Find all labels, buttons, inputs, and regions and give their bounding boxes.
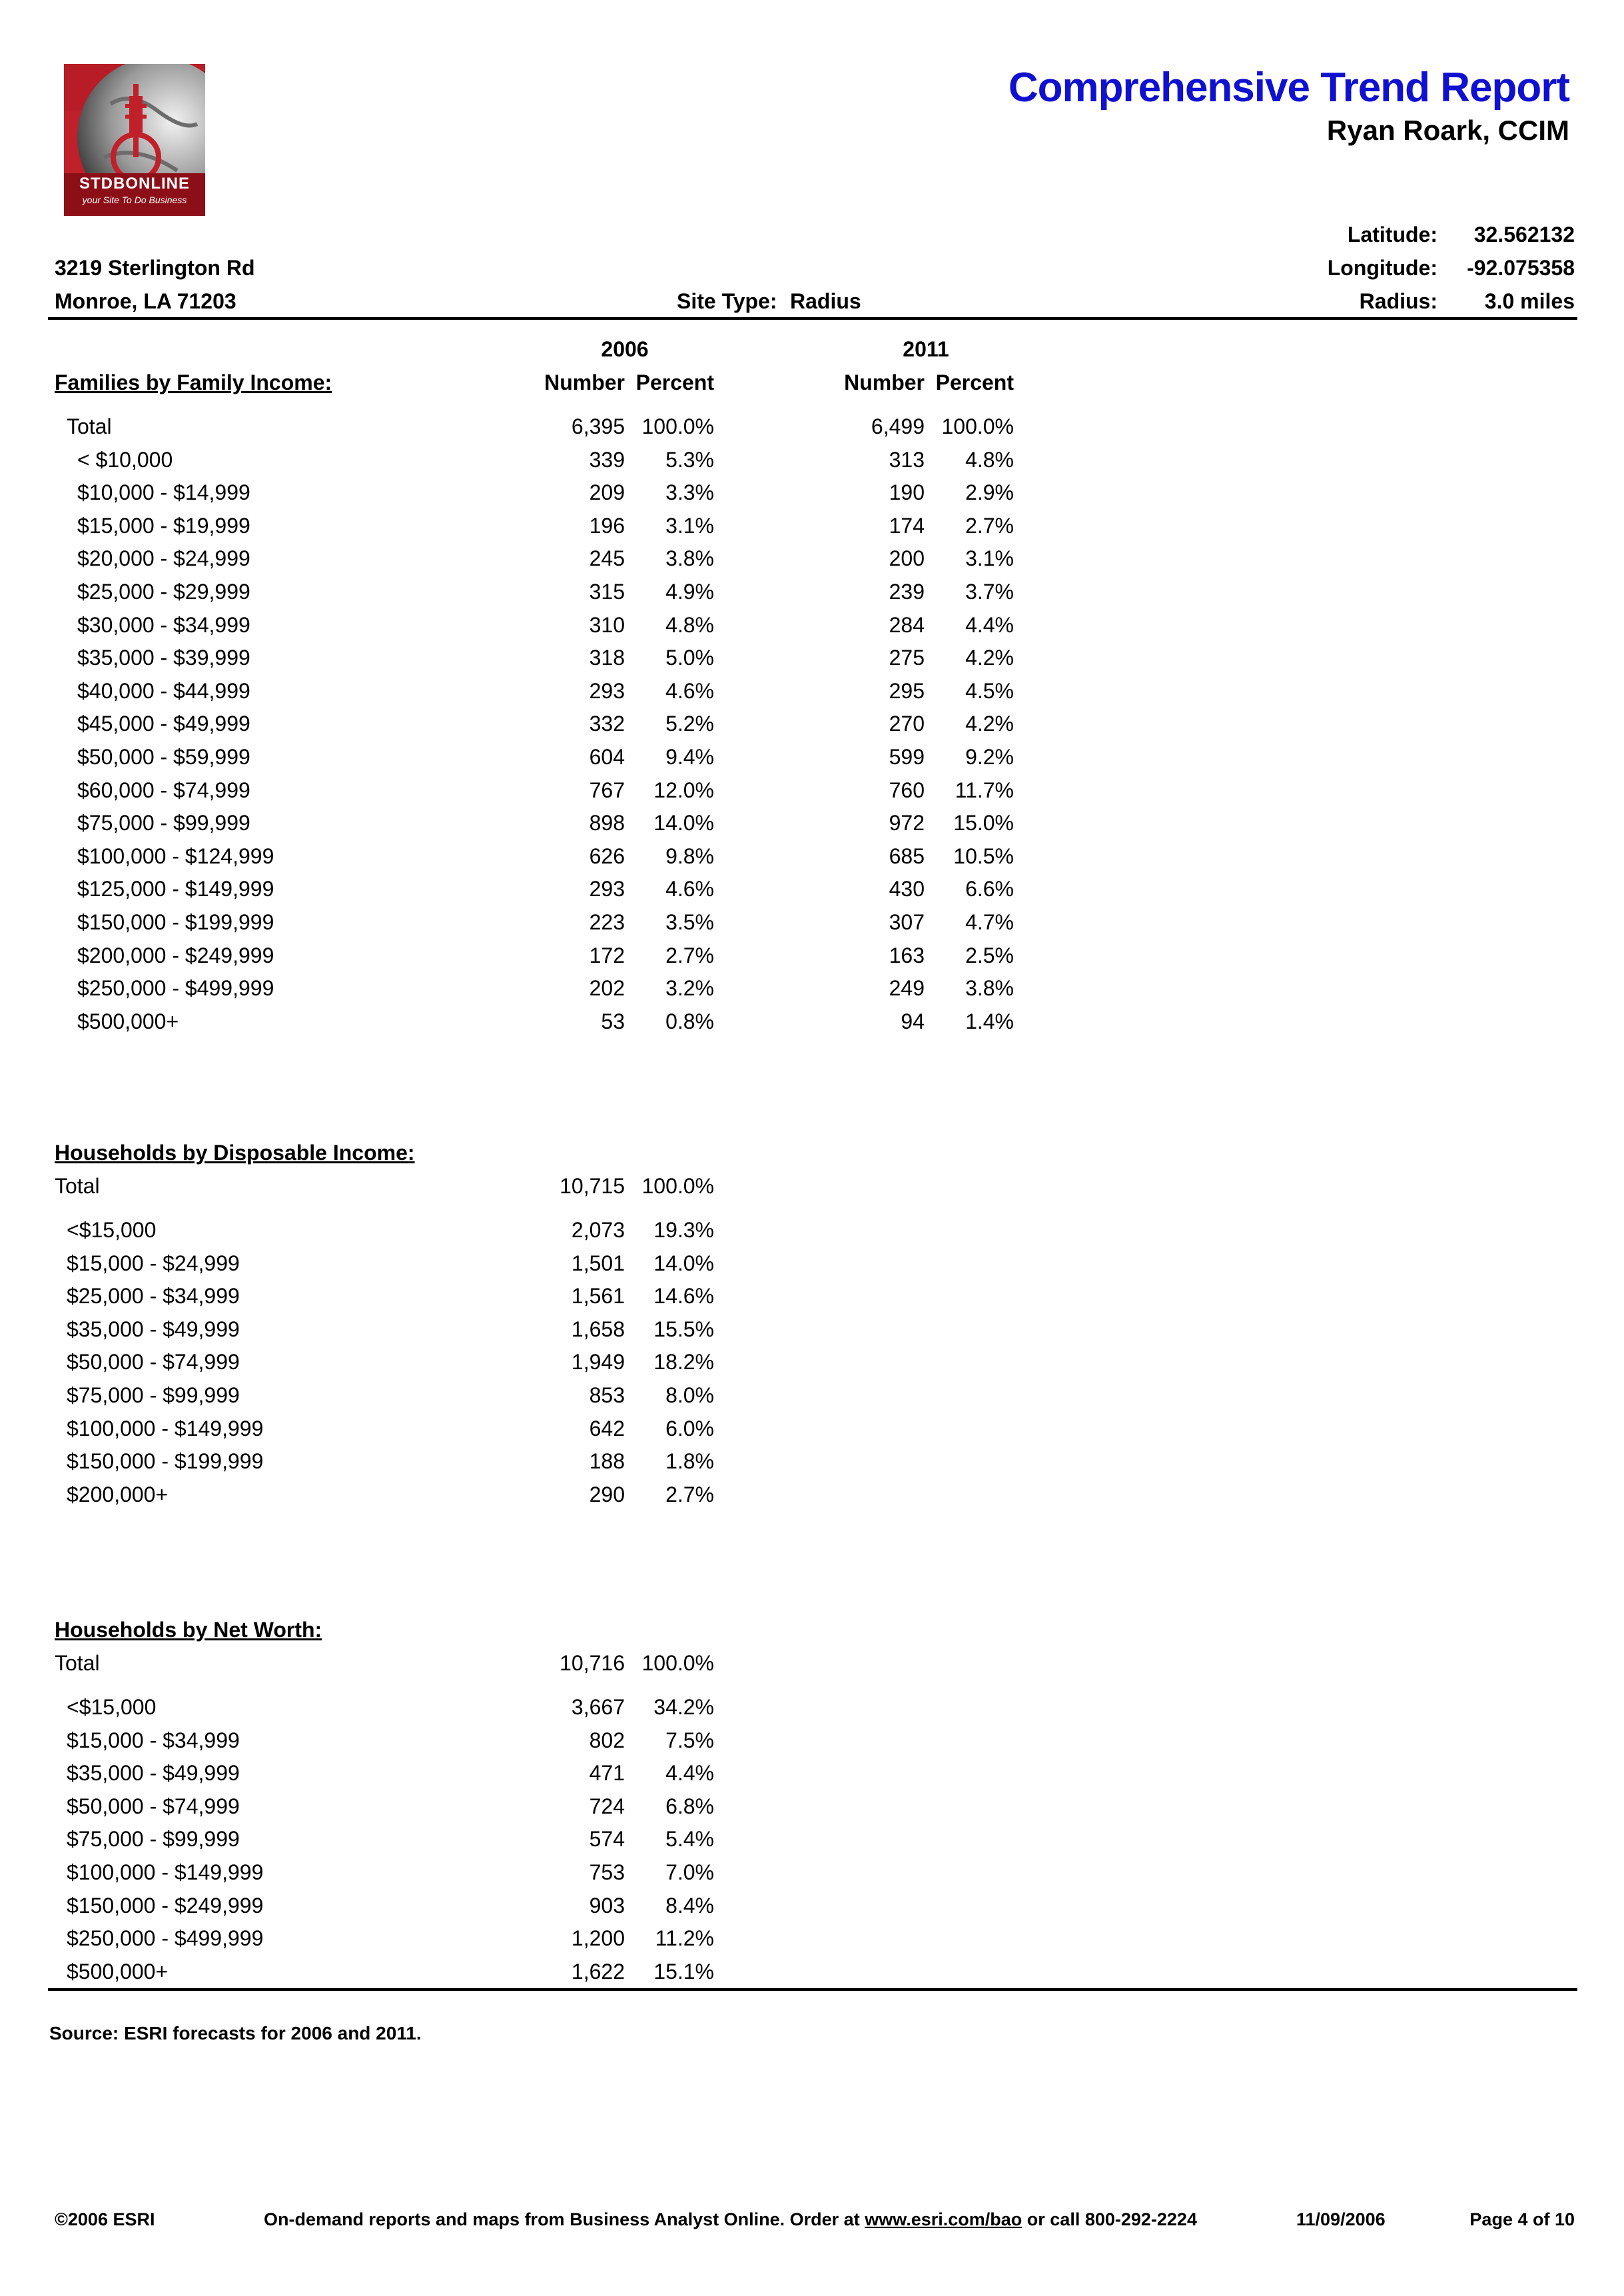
stdb-logo (64, 64, 205, 216)
col-percent-2006: Percent (635, 370, 714, 394)
col-percent-2011: Percent (935, 370, 1014, 394)
cell-percent-2011: 15.0% (953, 811, 1014, 836)
row-label: $40,000 - $44,999 (77, 678, 250, 703)
cell-percent-2011: 4.8% (965, 447, 1014, 472)
row-label: $500,000+ (67, 1959, 169, 1984)
cell-percent: 8.4% (665, 1893, 714, 1918)
cell-percent-2006: 4.8% (665, 612, 714, 637)
cell-percent-2006: 4.9% (665, 580, 714, 604)
table-row (0, 514, 1624, 547)
cell-percent: 15.5% (653, 1317, 714, 1341)
footer-page: Page 4 of 10 (1469, 2209, 1575, 2229)
table-row (0, 1761, 1624, 1794)
row-label: $35,000 - $49,999 (67, 1317, 240, 1341)
row-label: $100,000 - $149,999 (67, 1416, 264, 1440)
cell-number-2006: 6,395 (571, 414, 625, 438)
cell-number-2011: 760 (889, 778, 925, 802)
cell-percent-2011: 11.7% (955, 778, 1014, 802)
cell-number-2006: 293 (589, 877, 625, 901)
cell-percent-2006: 14.0% (653, 811, 714, 836)
cell-number-2006: 315 (589, 580, 625, 604)
cell-number-2011: 972 (889, 811, 925, 836)
cell-percent: 15.1% (653, 1959, 714, 1984)
table-row (0, 1009, 1624, 1043)
cell-percent-2006: 5.0% (665, 646, 714, 670)
table-row (0, 712, 1624, 745)
table-row (0, 480, 1624, 514)
cell-percent-2006: 0.8% (665, 1009, 714, 1033)
cell-number-2011: 284 (889, 612, 925, 637)
cell-number-2011: 163 (889, 943, 925, 967)
cell-number: 2,073 (571, 1218, 625, 1242)
table-row (0, 414, 1624, 448)
cell-percent: 1.8% (665, 1449, 714, 1474)
row-label: $100,000 - $149,999 (67, 1860, 264, 1884)
latitude-value: 32.562132 (1473, 223, 1575, 247)
cell-percent: 34.2% (653, 1695, 714, 1719)
cell-percent-2011: 2.7% (965, 513, 1014, 538)
cell-number-2006: 604 (589, 745, 625, 769)
cell-percent: 2.7% (665, 1482, 714, 1506)
table-row (0, 1317, 1624, 1351)
cell-percent-2011: 3.7% (965, 580, 1014, 604)
cell-percent: 8.0% (665, 1383, 714, 1407)
footer-date: 11/09/2006 (1296, 2209, 1386, 2229)
cell-number-2011: 190 (889, 480, 925, 505)
cell-number-2006: 318 (589, 646, 625, 670)
cell-percent: 5.4% (665, 1827, 714, 1852)
report-title: Comprehensive Trend Report (1008, 65, 1569, 111)
cell-number-2011: 200 (889, 546, 925, 571)
cell-percent-2011: 4.4% (965, 612, 1014, 637)
footer-text-before: On-demand reports and maps from Business Analyst Online. Order at (264, 2209, 865, 2229)
cell-number: 3,667 (571, 1695, 625, 1719)
cell-percent-2011: 6.6% (965, 877, 1014, 901)
table-row (0, 778, 1624, 812)
source-note: Source: ESRI forecasts for 2006 and 2011. (49, 2023, 422, 2043)
cell-number: 753 (589, 1860, 625, 1884)
col-number-2006: Number (544, 370, 625, 394)
cell-number-2006: 209 (589, 480, 625, 505)
cell-percent-2006: 9.8% (665, 844, 714, 868)
cell-number: 1,501 (571, 1251, 625, 1275)
cell-number-2011: 239 (889, 580, 925, 604)
cell-number-2006: 196 (589, 513, 625, 538)
cell-number: 574 (589, 1827, 625, 1852)
table-row (0, 613, 1624, 646)
cell-number-2006: 339 (589, 447, 625, 472)
cell-number: 903 (589, 1893, 625, 1918)
cell-percent-2006: 4.6% (665, 678, 714, 703)
row-label: $20,000 - $24,999 (77, 546, 250, 571)
row-label: $50,000 - $59,999 (77, 745, 250, 769)
row-label: $25,000 - $34,999 (67, 1284, 240, 1309)
cell-percent-2006: 12.0% (653, 778, 714, 802)
radius-value: 3.0 miles (1484, 289, 1575, 313)
cell-number-2011: 430 (889, 877, 925, 901)
cell-number: 10,715 (560, 1174, 625, 1198)
cell-number-2011: 685 (889, 844, 925, 868)
cell-number-2006: 223 (589, 910, 625, 934)
table-row (0, 811, 1624, 844)
disposable-section-title: Households by Disposable Income: (55, 1141, 415, 1165)
row-label: $10,000 - $14,999 (77, 480, 250, 505)
footer-text-after: or call 800-292-2224 (1022, 2209, 1197, 2229)
row-label: $75,000 - $99,999 (67, 1383, 240, 1407)
row-label: <$15,000 (67, 1695, 157, 1719)
address-line2: Monroe, LA 71203 (55, 289, 236, 313)
cell-percent-2011: 3.1% (965, 546, 1014, 571)
cell-percent: 11.2% (655, 1926, 714, 1951)
cell-percent-2006: 4.6% (665, 877, 714, 901)
cell-percent-2006: 3.2% (665, 976, 714, 1001)
row-label: <$15,000 (67, 1218, 157, 1242)
cell-number: 1,949 (571, 1350, 625, 1375)
cell-percent: 7.5% (665, 1728, 714, 1752)
row-label: $200,000+ (67, 1482, 169, 1506)
row-label: $35,000 - $49,999 (67, 1761, 240, 1786)
row-label: $75,000 - $99,999 (77, 811, 250, 836)
table-row (0, 1218, 1624, 1251)
cell-number: 471 (589, 1761, 625, 1786)
cell-percent-2006: 3.5% (665, 910, 714, 934)
table-row (0, 943, 1624, 977)
site-type-value: Radius (790, 289, 861, 313)
row-label: $25,000 - $29,999 (77, 580, 250, 604)
address-line1: 3219 Sterlington Rd (55, 256, 255, 280)
cell-percent-2011: 4.5% (965, 678, 1014, 703)
footer-order-text (264, 2209, 1197, 2230)
cell-percent-2011: 3.8% (965, 976, 1014, 1001)
cell-number-2006: 245 (589, 546, 625, 571)
table-row (0, 546, 1624, 580)
cell-number: 1,622 (571, 1959, 625, 1984)
cell-percent-2011: 4.2% (965, 712, 1014, 736)
cell-number: 290 (589, 1482, 625, 1506)
cell-percent-2006: 3.3% (665, 480, 714, 505)
cell-number-2011: 275 (889, 646, 925, 670)
cell-percent: 100.0% (641, 1651, 714, 1675)
row-label: $60,000 - $74,999 (77, 778, 250, 802)
table-row (0, 679, 1624, 712)
table-row (0, 1251, 1624, 1285)
cell-number-2011: 174 (889, 513, 925, 538)
networth-section-title: Households by Net Worth: (55, 1618, 322, 1642)
site-type-label: Site Type: (677, 289, 777, 313)
cell-percent-2011: 1.4% (965, 1009, 1014, 1033)
cell-number-2006: 898 (589, 811, 625, 836)
cell-percent-2011: 2.9% (965, 480, 1014, 505)
row-label: $150,000 - $199,999 (67, 1449, 264, 1474)
cell-number: 1,658 (571, 1317, 625, 1341)
table-row (0, 1926, 1624, 1960)
cell-percent: 7.0% (665, 1860, 714, 1884)
cell-number-2011: 307 (889, 910, 925, 934)
table-row (0, 1794, 1624, 1828)
table-row (0, 448, 1624, 481)
table-row (0, 1482, 1624, 1516)
row-label: $250,000 - $499,999 (67, 1926, 264, 1951)
row-label: $35,000 - $39,999 (77, 646, 250, 670)
footer-link[interactable]: www.esri.com/bao (865, 2209, 1022, 2229)
cell-percent-2011: 100.0% (941, 414, 1014, 438)
cell-number: 642 (589, 1416, 625, 1440)
table-row (0, 976, 1624, 1009)
row-label: $100,000 - $124,999 (77, 844, 274, 868)
footer-copyright: ©2006 ESRI (55, 2209, 155, 2229)
col-number-2011: Number (844, 370, 925, 394)
table-row (0, 877, 1624, 910)
cell-percent-2006: 3.8% (665, 546, 714, 571)
row-label: $500,000+ (77, 1009, 179, 1033)
year-2006-header: 2006 (601, 337, 649, 361)
row-label: $15,000 - $19,999 (77, 513, 250, 538)
cell-percent-2006: 5.3% (665, 447, 714, 472)
latitude-label: Latitude: (1347, 223, 1437, 247)
row-label: $15,000 - $24,999 (67, 1251, 240, 1275)
table-row (0, 1417, 1624, 1450)
cell-percent-2006: 2.7% (665, 943, 714, 967)
row-label: $250,000 - $499,999 (77, 976, 274, 1001)
row-label: $125,000 - $149,999 (77, 877, 274, 901)
cell-percent-2006: 9.4% (665, 745, 714, 769)
cell-number-2011: 249 (889, 976, 925, 1001)
families-section-title: Families by Family Income: (55, 370, 332, 394)
cell-number-2006: 767 (589, 778, 625, 802)
cell-percent-2011: 4.7% (965, 910, 1014, 934)
header-divider (48, 317, 1577, 320)
table-row (0, 1449, 1624, 1482)
report-author: Ryan Roark, CCIM (1326, 115, 1569, 146)
row-label: $50,000 - $74,999 (67, 1794, 240, 1818)
cell-number-2006: 202 (589, 976, 625, 1001)
cell-percent: 4.4% (665, 1761, 714, 1786)
cell-number: 853 (589, 1383, 625, 1407)
row-label: Total (67, 414, 112, 438)
cell-percent: 6.8% (665, 1794, 714, 1818)
cell-percent-2011: 9.2% (965, 745, 1014, 769)
cell-percent: 19.3% (653, 1218, 714, 1242)
table-row (0, 646, 1624, 679)
cell-number: 724 (589, 1794, 625, 1818)
cell-number-2006: 310 (589, 612, 625, 637)
table-row (0, 1894, 1624, 1927)
longitude-value: -92.075358 (1467, 256, 1575, 280)
table-row (0, 1827, 1624, 1860)
cell-number-2011: 94 (901, 1009, 925, 1033)
cell-number-2011: 6,499 (871, 414, 925, 438)
cell-percent-2006: 5.2% (665, 712, 714, 736)
logo-tagline: your Site To Do Business (82, 195, 187, 205)
logo-text: STDBONLINE (79, 175, 190, 193)
table-bottom-divider (48, 1988, 1577, 1991)
row-label: $50,000 - $74,999 (67, 1350, 240, 1375)
radius-label: Radius: (1359, 289, 1437, 313)
row-label: Total (55, 1651, 100, 1675)
table-row (0, 1651, 1624, 1684)
cell-number: 1,561 (571, 1284, 625, 1309)
row-label: $150,000 - $249,999 (67, 1893, 264, 1918)
table-row (0, 1860, 1624, 1894)
cell-number: 10,716 (560, 1651, 625, 1675)
year-2011-header: 2011 (903, 337, 949, 361)
cell-number: 1,200 (571, 1926, 625, 1951)
table-row (0, 1728, 1624, 1762)
table-row (0, 844, 1624, 877)
cell-percent: 14.0% (653, 1251, 714, 1275)
table-row (0, 1350, 1624, 1383)
table-row (0, 1383, 1624, 1417)
row-label: $30,000 - $34,999 (77, 612, 250, 637)
cell-number-2006: 332 (589, 712, 625, 736)
cell-number-2006: 626 (589, 844, 625, 868)
row-label: $200,000 - $249,999 (77, 943, 274, 967)
cell-percent: 14.6% (653, 1284, 714, 1309)
row-label: $15,000 - $34,999 (67, 1728, 240, 1752)
cell-percent: 18.2% (653, 1350, 714, 1375)
cell-percent-2011: 4.2% (965, 646, 1014, 670)
row-label: $75,000 - $99,999 (67, 1827, 240, 1852)
row-label: $150,000 - $199,999 (77, 910, 274, 934)
table-row (0, 745, 1624, 778)
cell-number: 188 (589, 1449, 625, 1474)
table-row (0, 1284, 1624, 1317)
cell-percent-2011: 10.5% (953, 844, 1014, 868)
table-row (0, 910, 1624, 943)
cell-number-2011: 599 (889, 745, 925, 769)
cell-number-2006: 172 (589, 943, 625, 967)
row-label: Total (55, 1174, 100, 1198)
cell-percent-2011: 2.5% (965, 943, 1014, 967)
cell-number-2006: 53 (601, 1009, 625, 1033)
table-row (0, 1174, 1624, 1207)
cell-number-2011: 295 (889, 678, 925, 703)
cell-percent: 100.0% (641, 1174, 714, 1198)
cell-number-2011: 313 (889, 447, 925, 472)
cell-percent-2006: 3.1% (665, 513, 714, 538)
longitude-label: Longitude: (1327, 256, 1437, 280)
cell-number: 802 (589, 1728, 625, 1752)
row-label: $45,000 - $49,999 (77, 712, 250, 736)
cell-percent: 6.0% (665, 1416, 714, 1440)
table-row (0, 1695, 1624, 1728)
cell-percent-2006: 100.0% (641, 414, 714, 438)
cell-number-2006: 293 (589, 678, 625, 703)
table-row (0, 580, 1624, 613)
cell-number-2011: 270 (889, 712, 925, 736)
row-label: < $10,000 (77, 447, 173, 472)
